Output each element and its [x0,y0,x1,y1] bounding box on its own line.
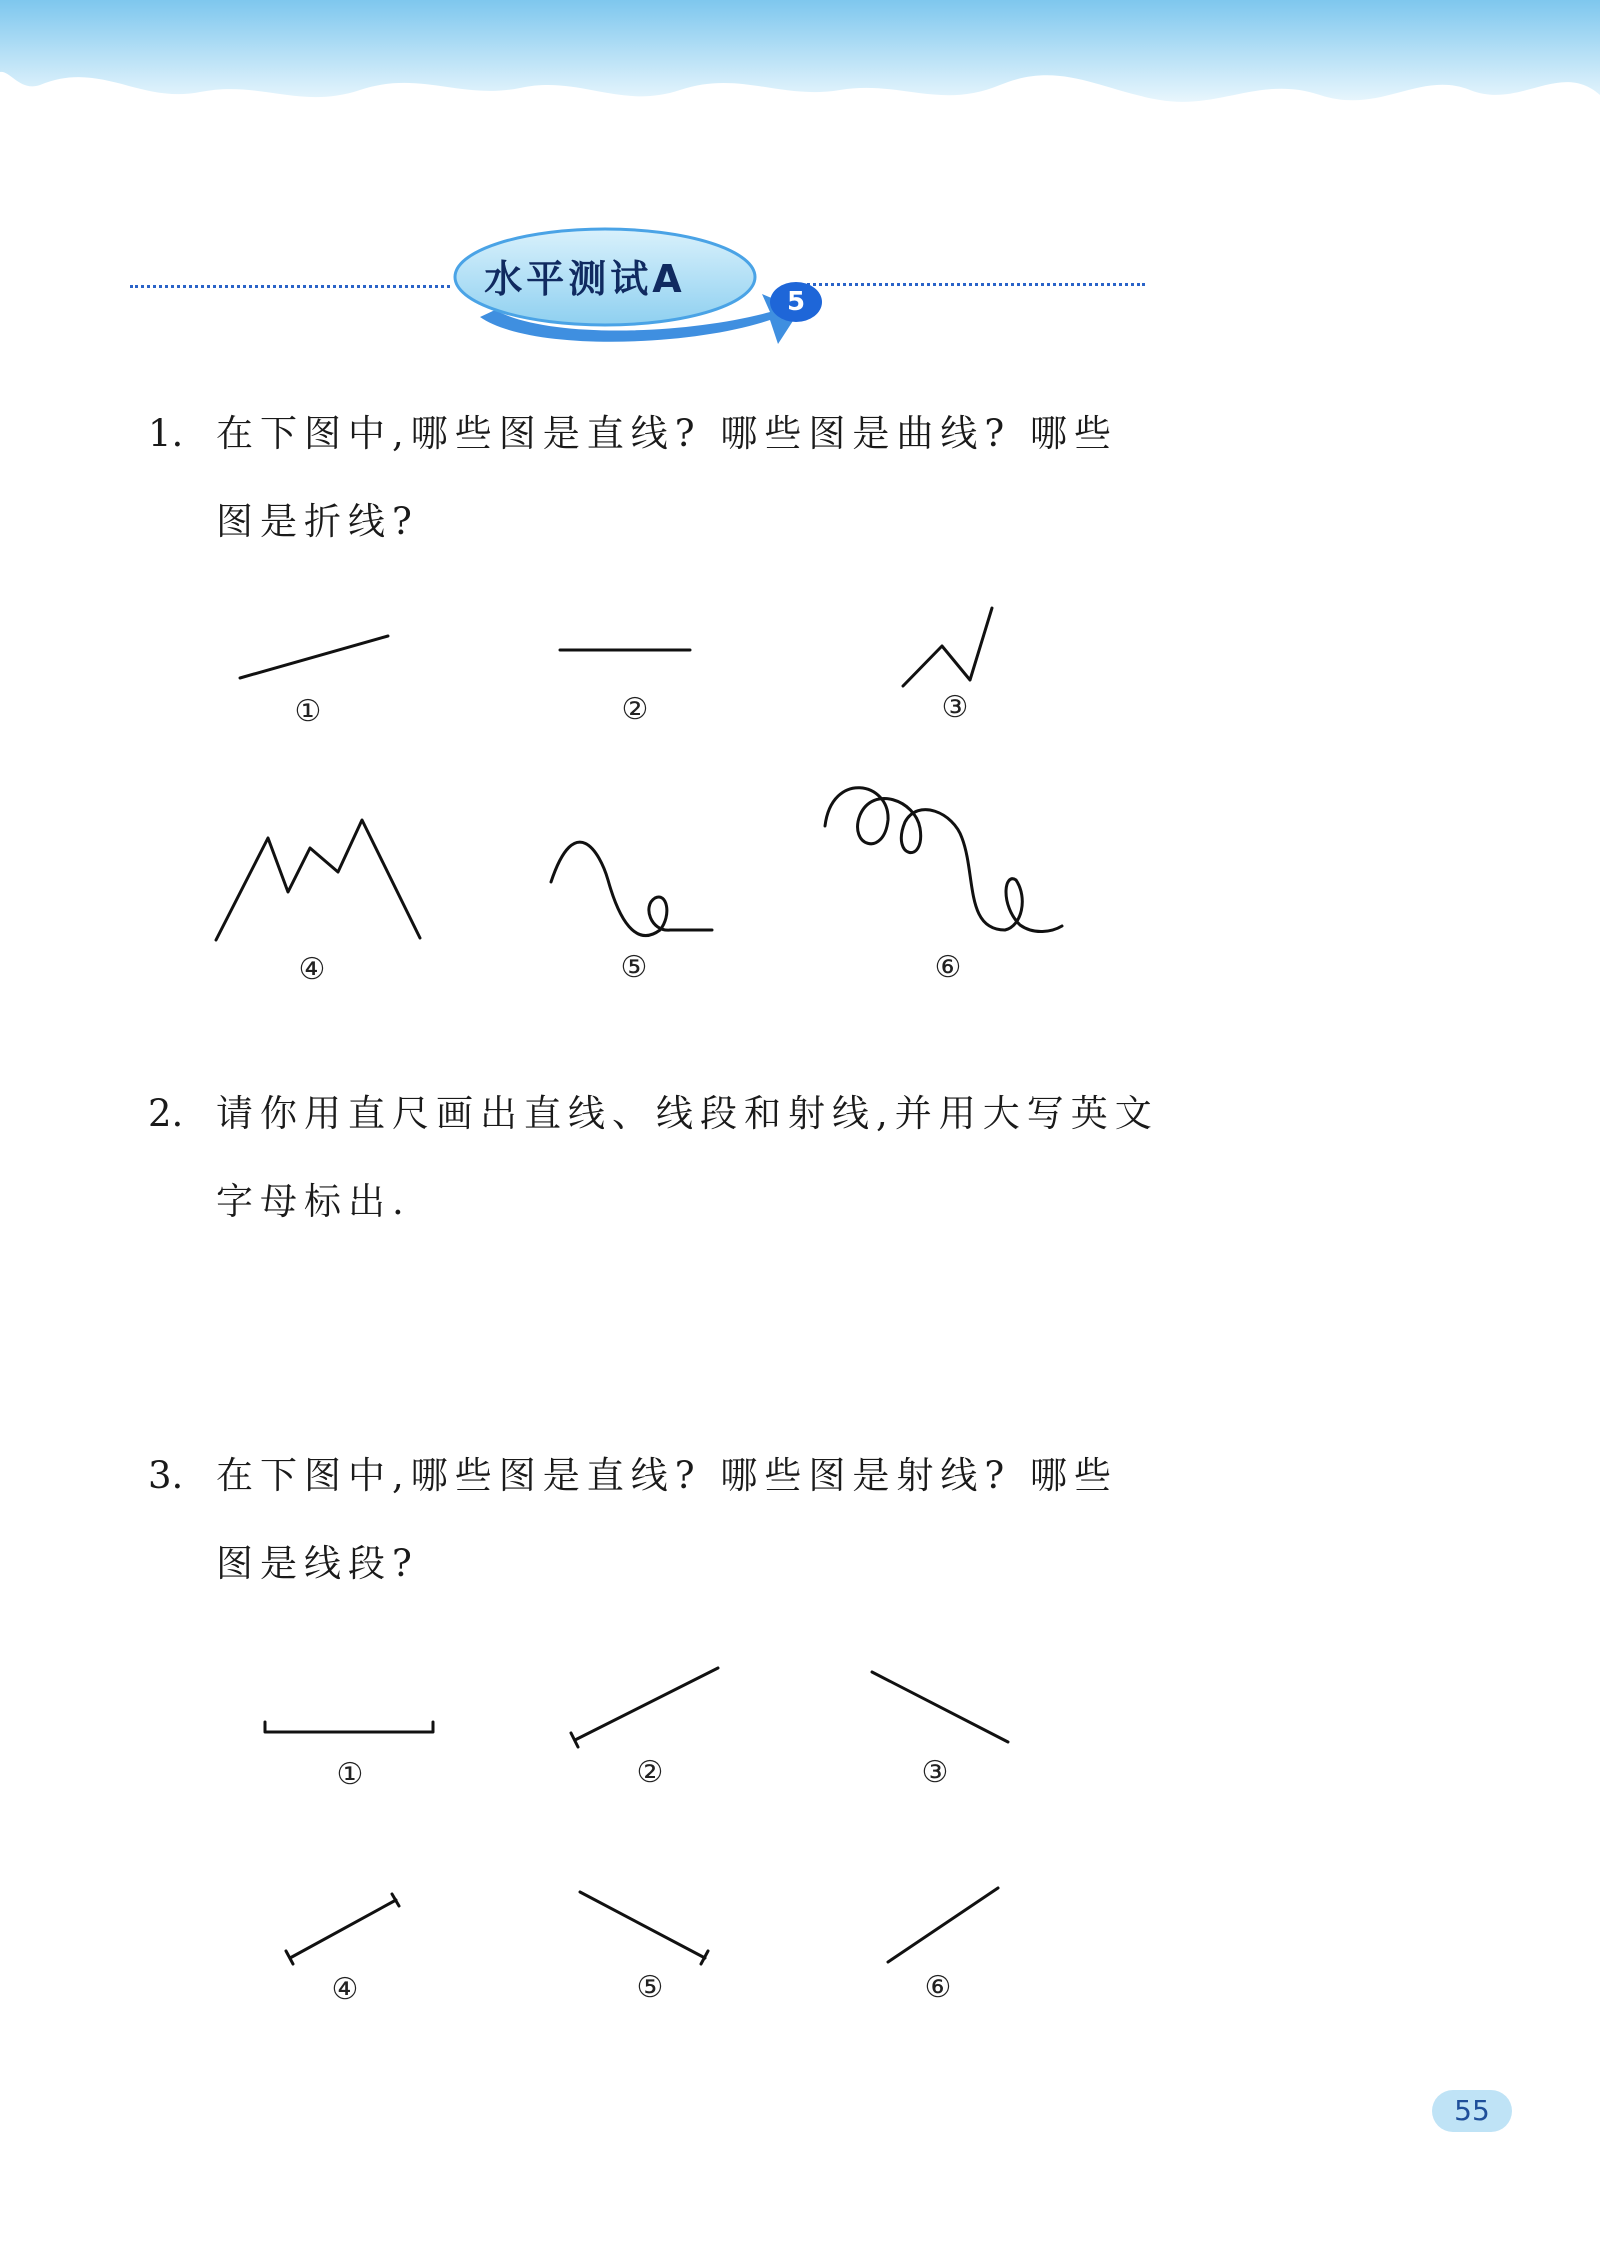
question-number: 2. [148,1092,184,1135]
q3-figure-5-ray [580,1892,705,1958]
q3-figure-2-ray [575,1668,718,1740]
question-text: 在下图中,哪些图是直线? 哪些图是曲线? 哪些 [216,412,1118,455]
q1-figure-2-label: ② [621,692,649,727]
question-2 [148,1070,1168,1246]
q1-figure-1-straight-line [240,636,388,678]
question-text: 请你用直尺画出直线、线段和射线,并用大写英文 [216,1092,1159,1135]
question-3 [148,1432,1168,1608]
question-1 [148,390,1168,566]
q1-figure-3-label: ③ [941,690,969,725]
q3-figure-1-label: ① [336,1757,364,1792]
question-text-continued: 图是线段? [216,1542,419,1585]
question-text-continued: 图是折线? [216,500,419,543]
q3-figure-1-segment [265,1722,433,1732]
q3-figure-5-ray-endpoint [701,1951,708,1964]
question-number: 3. [148,1454,184,1497]
q3-figure-4-label: ④ [331,1972,359,2007]
q1-figure-1-label: ① [294,694,322,729]
q3-figure-3-line [872,1672,1008,1742]
q1-figure-6-label: ⑥ [934,950,962,985]
q3-figure-5-label: ⑤ [636,1970,664,2005]
header-dotted-line-right [790,283,1145,286]
sky-banner [0,0,1600,150]
q3-figure-4-segment [290,1900,396,1958]
page-number: 55 [1432,2090,1512,2132]
question-text-continued: 字母标出. [216,1180,411,1223]
q1-figure-6-curve [825,788,1062,932]
question-number: 1. [148,412,184,455]
q1-figure-5-curve [551,842,712,935]
q3-figure-2-label: ② [636,1755,664,1790]
q1-figure-3-polyline [903,608,992,686]
section-title: 水平测试A [484,257,686,301]
question-text: 在下图中,哪些图是直线? 哪些图是射线? 哪些 [216,1454,1118,1497]
q3-figure-4-endpoint-b [392,1894,399,1906]
q3-figure-6-line [888,1888,998,1962]
section-number-badge: 5 [770,282,822,322]
header-dotted-line-left [130,285,450,288]
q1-figure-4-polyline [216,820,420,940]
q3-figure-2-ray-endpoint [571,1733,578,1747]
q1-figure-4-label: ④ [298,952,326,987]
q3-figure-4-endpoint-a [286,1951,293,1964]
q3-figure-6-label: ⑥ [924,1970,952,2005]
q1-figure-5-label: ⑤ [620,950,648,985]
q3-figure-3-label: ③ [921,1755,949,1790]
